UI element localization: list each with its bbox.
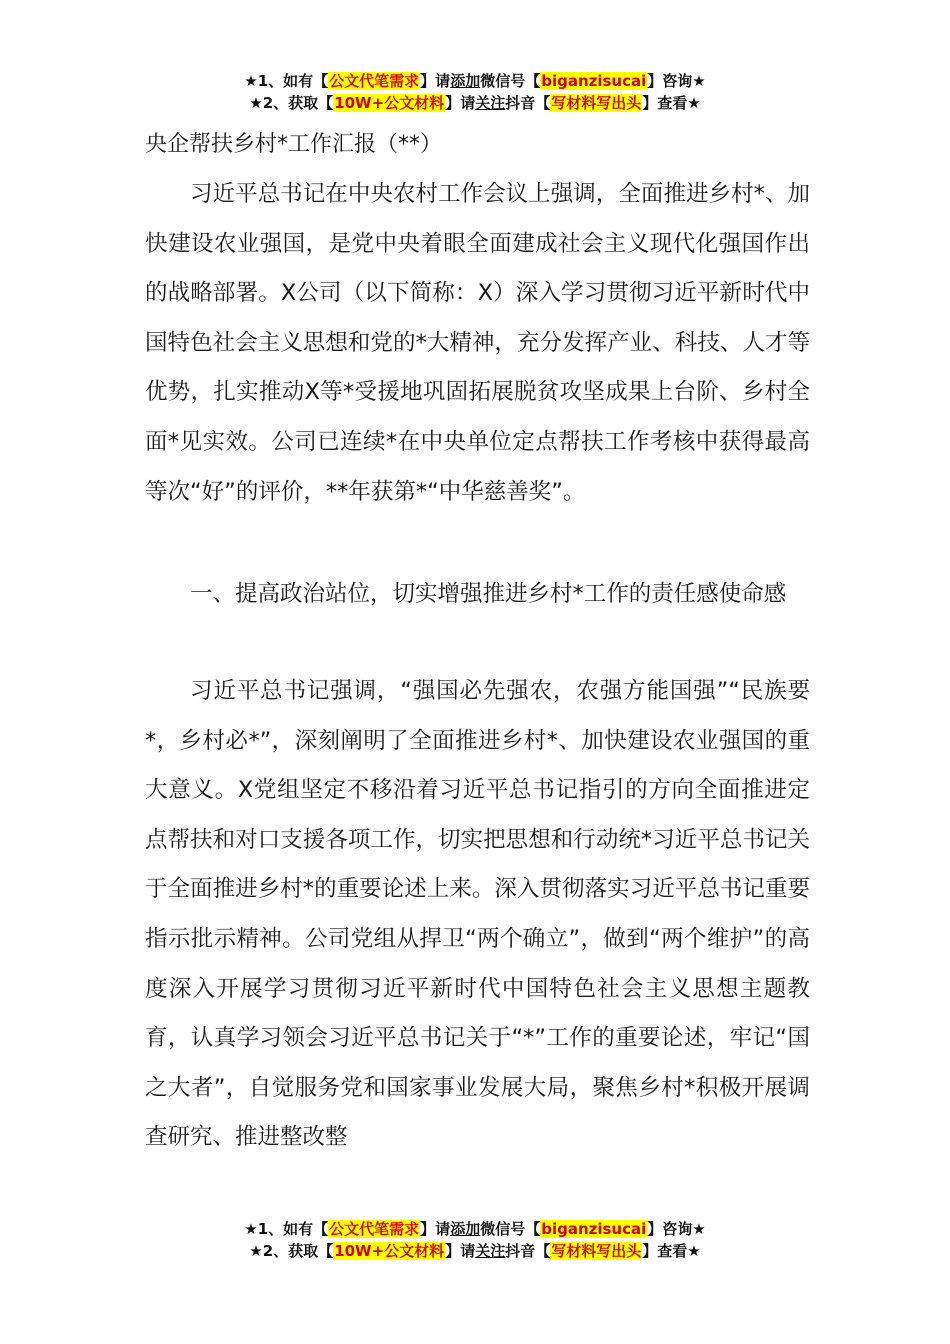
header-banner — [0, 70, 950, 114]
banner-text: 微信号【 — [480, 72, 541, 90]
banner-text: ★2、获取【 — [249, 1242, 334, 1260]
banner-text: 】请 — [445, 1242, 476, 1260]
highlight-materials: 10W+公文材料 — [334, 94, 445, 112]
banner-text: 】请 — [420, 1220, 451, 1238]
banner-underlined-text: 关注 — [475, 1242, 506, 1260]
section-heading-1: 一、提高政治站位，切实增强推进乡村*工作的责任感使命感 — [190, 581, 787, 607]
banner-text: 】请 — [420, 72, 451, 90]
banner-underlined-text: 添加 — [450, 1220, 481, 1238]
banner-text: 】查看★ — [642, 1242, 701, 1260]
banner-underlined-text: 关注 — [475, 94, 506, 112]
banner-text: 抖音【 — [505, 1242, 551, 1260]
banner-text: ★1、如有【 — [244, 72, 329, 90]
footer-banner-line-1 — [0, 1218, 950, 1240]
banner-underlined-text: 添加 — [450, 72, 481, 90]
banner-text: ★1、如有【 — [244, 1220, 329, 1238]
highlight-wechat-id: biganzisucai — [541, 72, 647, 90]
paragraph-section-1: 习近平总书记强调，“强国必先强农，农强方能国强”“民族要*，乡村必*”，深刻阐明了全面推进乡村*、加快建设农业强国的重大意义。X党组坚定不移沿着习近平总书记指引的方向全面推进定点帮扶和对口支援各项工作，切实把思想和行动统*习近平总书记关于全面推进乡村*的重要论述上来。深入贯彻落实习近平总书记重要指示批示精神。公司党组从捍卫“两个确立”，做到“两个维护”的高度深入开展学习贯彻习近平新时代中国特色社会主义思想主题教育，认真学习领会习近平总书记关于“*”工作的重要论述，牢记“国之大者”，自觉服务党和国家事业发展大局，聚焦乡村*积极开展调查研究、推进整改整 — [145, 678, 810, 1151]
highlight-ghostwriting-service: 公文代笔需求 — [329, 72, 420, 90]
banner-text: ★2、获取【 — [249, 94, 334, 112]
document-title: 央企帮扶乡村*工作汇报（**） — [145, 132, 443, 157]
header-banner-line-1 — [0, 70, 950, 92]
banner-text: 】咨询★ — [647, 1220, 706, 1238]
banner-text: 微信号【 — [480, 1220, 541, 1238]
paragraph-intro: 习近平总书记在中央农村工作会议上强调，全面推进乡村*、加快建设农业强国，是党中央着眼全面建成社会主义现代化强国作出的战略部署。X公司（以下简称：X）深入学习贯彻习近平新时代中国特色社会主义思想和党的*大精神，充分发挥产业、科技、人才等优势，扎实推动X等*受援地巩固拓展脱贫攻坚成果上台阶、乡村全面*见实效。公司已连续*在中央单位定点帮扶工作考核中获得最高等次“好”的评价，**年获第*“中华慈善奖”。 — [145, 181, 810, 505]
banner-text: 】查看★ — [642, 94, 701, 112]
highlight-douyin-account: 写材料写出头 — [551, 1242, 642, 1260]
footer-banner-line-2 — [0, 1240, 950, 1262]
banner-text: 】咨询★ — [647, 72, 706, 90]
highlight-ghostwriting-service: 公文代笔需求 — [329, 1220, 420, 1238]
highlight-douyin-account: 写材料写出头 — [551, 94, 642, 112]
banner-text: 抖音【 — [505, 94, 551, 112]
header-banner-line-2 — [0, 92, 950, 114]
banner-text: 】请 — [445, 94, 476, 112]
highlight-materials: 10W+公文材料 — [334, 1242, 445, 1260]
footer-banner — [0, 1218, 950, 1262]
highlight-wechat-id: biganzisucai — [541, 1220, 647, 1238]
